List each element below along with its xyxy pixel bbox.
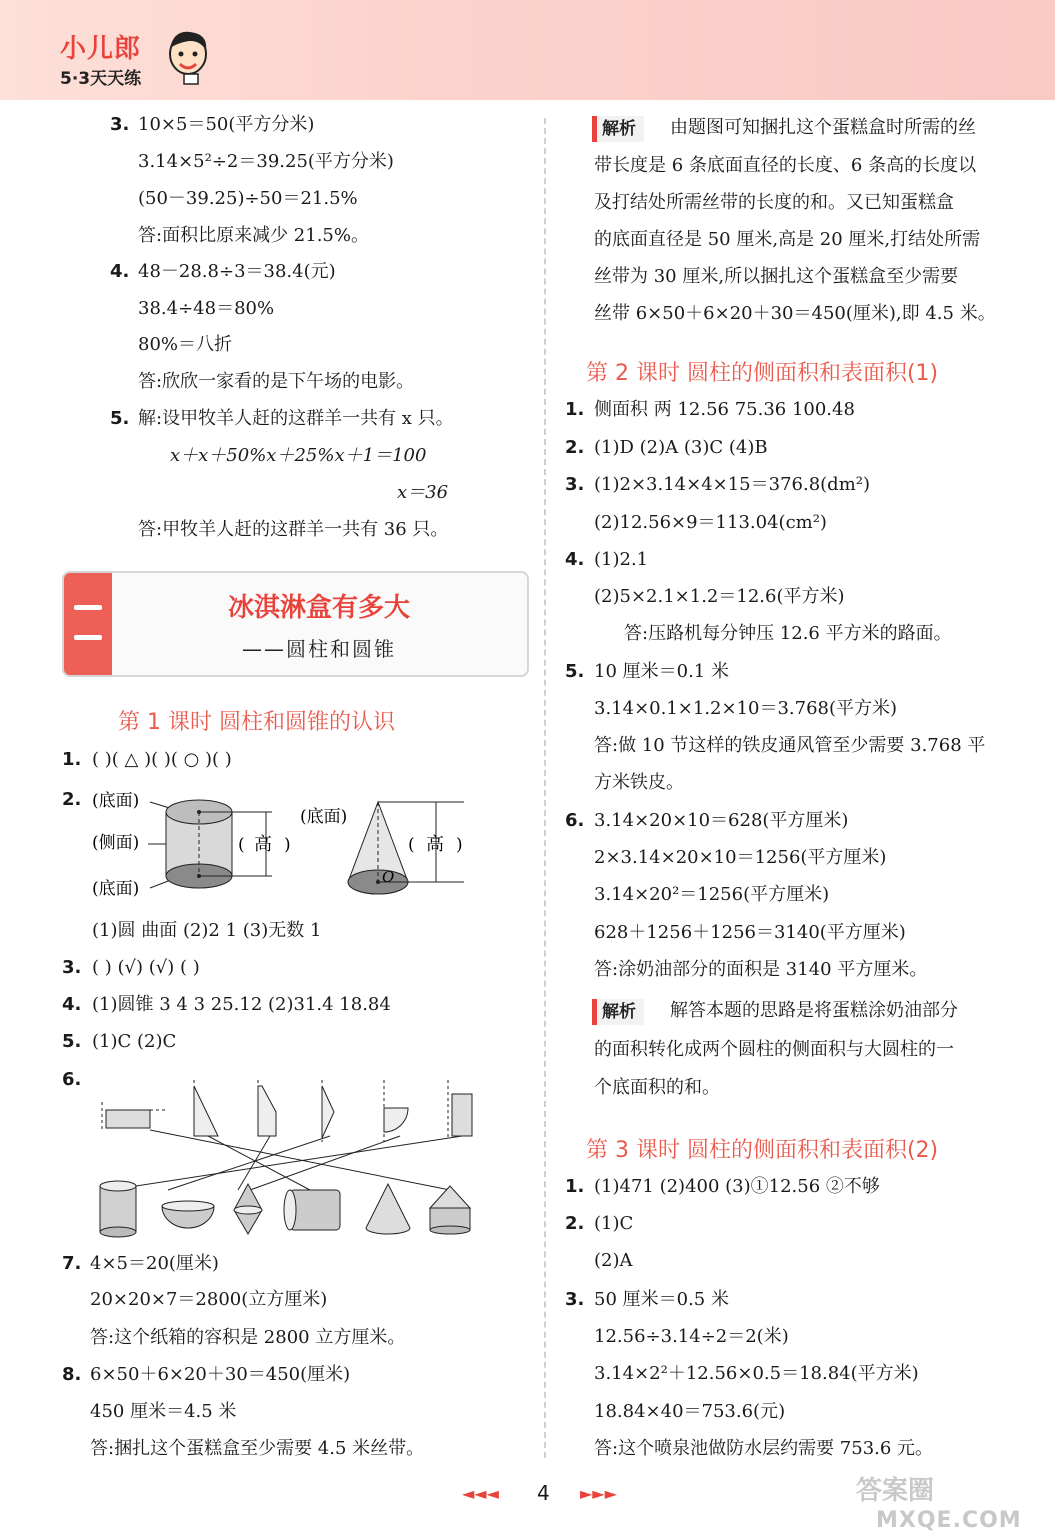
answer-line: 50 厘米＝0.5 米 xyxy=(594,1289,729,1310)
question-number: 1. xyxy=(565,1176,585,1197)
label-center: O xyxy=(382,868,395,886)
answer-line: 3.14×20×10＝628(平方厘米) xyxy=(594,810,849,831)
svg-text:(: ( xyxy=(238,835,245,855)
analysis-line: 带长度是 6 条底面直径的长度、6 条高的长度以 xyxy=(594,155,977,176)
question-number: 7. xyxy=(62,1253,82,1274)
mascot-icon xyxy=(164,28,212,86)
analysis-tag: 解析 xyxy=(592,116,644,142)
answer-line: (1)圆 曲面 (2)2 1 (3)无数 1 xyxy=(92,920,322,941)
lesson-heading: 第 3 课时 圆柱的侧面积和表面积(2) xyxy=(586,1138,939,1163)
answer-line: 450 厘米＝4.5 米 xyxy=(90,1401,237,1422)
double-cone-solid xyxy=(234,1184,262,1234)
cylinder-shape xyxy=(166,800,232,888)
unit-banner xyxy=(62,571,529,677)
answer-line: 38.4÷48＝80% xyxy=(138,298,275,319)
bowl-solid xyxy=(162,1201,214,1228)
answer-line: 答:面积比原来减少 21.5%。 xyxy=(138,225,369,246)
unit-title: 冰淇淋盒有多大 xyxy=(227,593,410,623)
label-base-bottom: (底面) xyxy=(92,879,140,899)
rotation-matching-diagram xyxy=(90,1072,490,1242)
answer-line: 20×20×7＝2800(立方厘米) xyxy=(90,1289,328,1310)
answer-line: 答:做 10 节这样的铁皮通风管至少需要 3.768 平 xyxy=(594,735,986,756)
question-number: 5. xyxy=(110,408,130,429)
answer-line: 答:这个纸箱的容积是 2800 立方厘米。 xyxy=(90,1327,406,1348)
lesson-heading: 第 2 课时 圆柱的侧面积和表面积(1) xyxy=(586,361,939,386)
question-number: 4. xyxy=(110,261,130,282)
answer-line: ( )( △ )( )( ○ )( ) xyxy=(92,749,232,770)
question-number: 3. xyxy=(565,1289,585,1310)
right-triangle-figure xyxy=(194,1080,218,1136)
analysis-line: 及打结处所需丝带的长度的和。又已知蛋糕盒 xyxy=(594,192,954,213)
label-height: 高 xyxy=(254,834,272,855)
answer-line: (1)2×3.14×4×15＝376.8(dm²) xyxy=(594,474,871,495)
label-side: (侧面) xyxy=(92,833,140,853)
answer-line: (2)A xyxy=(594,1250,633,1271)
series-name: 5·3天天练 xyxy=(60,69,142,89)
answer-line: 628＋1256＋1256＝3140(平方厘米) xyxy=(594,922,906,943)
question-number: 2. xyxy=(565,1213,585,1234)
analysis-line: 丝带为 30 厘米,所以捆扎这个蛋糕盒至少需要 xyxy=(594,266,959,287)
answer-line: 80%＝八折 xyxy=(138,334,233,355)
analysis-line: 的底面直径是 50 厘米,高是 20 厘米,打结处所需 xyxy=(594,229,981,250)
next-page-icon[interactable]: ►►► xyxy=(580,1484,617,1503)
answer-line: 侧面积 两 12.56 75.36 100.48 xyxy=(594,399,855,420)
page-number: 4 xyxy=(537,1481,550,1505)
answer-line: 3.14×2²＋12.56×0.5＝18.84(平方米) xyxy=(594,1363,919,1384)
question-number: 6. xyxy=(62,1069,82,1090)
answer-line: (1)2.1 xyxy=(594,549,649,570)
answer-line: (2)12.56×9＝113.04(cm²) xyxy=(594,512,827,533)
answer-line: 答:甲牧羊人赶的这群羊一共有 36 只。 xyxy=(138,519,449,540)
question-number: 2. xyxy=(62,789,82,810)
answer-line: 答:欣欣一家看的是下午场的电影。 xyxy=(138,371,415,392)
question-number: 4. xyxy=(62,994,82,1015)
watermark-url: MXQE.COM xyxy=(876,1508,1022,1533)
question-number: 1. xyxy=(565,399,585,420)
frustum-solid xyxy=(284,1190,340,1230)
unit-number-badge xyxy=(64,573,112,675)
answer-line: (1)圆锥 3 4 3 25.12 (2)31.4 18.84 xyxy=(92,994,391,1015)
analysis-line: 由题图可知捆扎这个蛋糕盒时所需的丝 xyxy=(670,117,976,138)
answer-line: 4×5＝20(厘米) xyxy=(90,1253,219,1274)
answer-line: (50－39.25)÷50＝21.5% xyxy=(138,188,358,209)
answer-line: 答:捆扎这个蛋糕盒至少需要 4.5 米丝带。 xyxy=(90,1438,425,1459)
answer-line: 12.56÷3.14÷2＝2(米) xyxy=(594,1326,789,1347)
question-number: 1. xyxy=(62,749,82,770)
label-cone-height: 高 xyxy=(426,834,444,855)
question-number: 3. xyxy=(62,957,82,978)
brand-name: 小儿郎 xyxy=(60,34,142,64)
question-number: 3. xyxy=(565,474,585,495)
analysis-line: 丝带 6×50＋6×20＋30＝450(厘米),即 4.5 米。 xyxy=(594,303,996,324)
answer-line: 答:涂奶油部分的面积是 3140 平方厘米。 xyxy=(594,959,928,980)
trapezoid-figure xyxy=(258,1080,276,1136)
svg-text:): ) xyxy=(284,835,291,855)
cylinder-cone-diagram xyxy=(88,786,478,912)
question-number: 3. xyxy=(110,114,130,135)
label-base-top: (底面) xyxy=(92,791,140,811)
prev-page-icon[interactable]: ◄◄◄ xyxy=(462,1484,499,1503)
equation-line: x＝36 xyxy=(397,482,449,503)
analysis-line: 的面积转化成两个圆柱的侧面积与大圆柱的一 xyxy=(594,1039,954,1060)
answer-line: 2×3.14×20×10＝1256(平方厘米) xyxy=(594,847,887,868)
unit-subtitle: ——圆柱和圆锥 xyxy=(242,637,396,661)
answer-line: (1)C (2)C xyxy=(92,1031,177,1052)
label-cone-base: (底面) xyxy=(300,807,348,827)
answer-line: (1)D (2)A (3)C (4)B xyxy=(594,437,768,458)
answer-line: 答:压路机每分钟压 12.6 平方米的路面。 xyxy=(624,623,952,644)
rectangle-figure xyxy=(102,1102,166,1130)
answer-line: (2)5×2.1×1.2＝12.6(平方米) xyxy=(594,586,845,607)
cone-solid xyxy=(366,1184,410,1234)
quarter-circle-figure xyxy=(384,1080,408,1142)
answer-line: 6×50＋6×20＋30＝450(厘米) xyxy=(90,1364,351,1385)
analysis-line: 个底面积的和。 xyxy=(594,1077,720,1098)
answer-line: 方米铁皮。 xyxy=(594,772,684,793)
equation-line: x＋x＋50%x＋25%x＋1＝100 xyxy=(170,445,427,466)
rhombus-triangle-figure xyxy=(322,1080,334,1142)
column-divider xyxy=(544,118,546,1458)
lesson-heading: 第 1 课时 圆柱和圆锥的认识 xyxy=(118,710,395,735)
analysis-line: 解答本题的思路是将蛋糕涂奶油部分 xyxy=(670,1000,958,1021)
answer-line: 解:设甲牧羊人赶的这群羊一共有 x 只。 xyxy=(138,408,454,429)
answer-line: (1)C xyxy=(594,1213,634,1234)
question-number: 8. xyxy=(62,1364,82,1385)
answer-line: ( ) (√) (√) ( ) xyxy=(92,957,200,978)
question-number: 2. xyxy=(565,437,585,458)
question-number: 5. xyxy=(565,661,585,682)
answer-line: 3.14×0.1×1.2×10＝3.768(平方米) xyxy=(594,698,898,719)
question-number: 5. xyxy=(62,1031,82,1052)
brand-logo xyxy=(60,28,220,90)
question-number: 4. xyxy=(565,549,585,570)
analysis-tag: 解析 xyxy=(592,999,644,1025)
svg-text:): ) xyxy=(456,835,463,855)
tall-rectangle-figure xyxy=(448,1080,472,1138)
watermark-text: 答案圈 xyxy=(856,1476,935,1506)
answer-line: 10×5＝50(平方分米) xyxy=(138,114,315,135)
question-number: 6. xyxy=(565,810,585,831)
answer-line: 答:这个喷泉池做防水层约需要 753.6 元。 xyxy=(594,1438,934,1459)
cylinder-solid xyxy=(100,1181,136,1237)
answer-line: 3.14×20²＝1256(平方厘米) xyxy=(594,884,830,905)
svg-text:(: ( xyxy=(408,835,415,855)
answer-line: 18.84×40＝753.6(元) xyxy=(594,1401,786,1422)
cone-cylinder-solid xyxy=(430,1186,470,1234)
answer-line: 48－28.8÷3＝38.4(元) xyxy=(138,261,336,282)
cone-shape xyxy=(348,802,408,894)
answer-line: (1)471 (2)400 (3)①12.56 ②不够 xyxy=(594,1176,880,1197)
answer-line: 10 厘米＝0.1 米 xyxy=(594,661,729,682)
answer-line: 3.14×5²÷2＝39.25(平方分米) xyxy=(138,151,394,172)
